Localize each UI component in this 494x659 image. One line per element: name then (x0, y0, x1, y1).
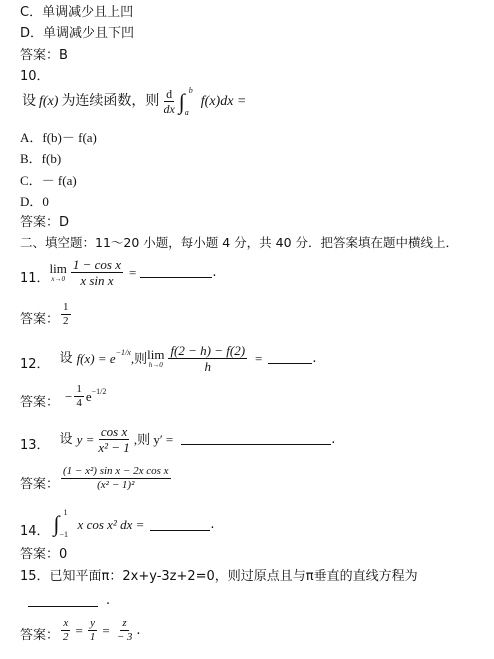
q11-limit (50, 262, 67, 283)
q9-answer: 答案：B (20, 48, 68, 63)
q12-answer-den: 4 (76, 397, 82, 409)
q13-answer-num: (1 − x²) sin x − 2x cos x (63, 465, 169, 477)
q14-number: 14． (20, 523, 50, 539)
q12-stem-mid: ,则 (130, 350, 148, 366)
q14-tail: . (210, 516, 215, 532)
q13-answer-label: 答案： (20, 477, 60, 492)
q10-integrand: f(x)dx = (200, 93, 247, 109)
q13-den: x² − 1 (98, 439, 130, 455)
q13-answer-fraction (61, 466, 171, 491)
q12-answer-sign: − (65, 389, 73, 404)
q12-answer-label: 答案： (20, 395, 60, 410)
q11-tail: . (212, 264, 217, 280)
q11-answer-fraction (61, 302, 71, 327)
q12-num: f(2 − h) − f(2) (170, 342, 246, 358)
q11-answer-den: 2 (63, 315, 69, 327)
q10-deriv-num: d (166, 87, 173, 101)
q12-stem (20, 343, 317, 373)
q13-fraction (96, 425, 131, 454)
q14-integrand: x cos x² dx = (77, 516, 145, 532)
section-heading: 二、填空题：11～20 小题，每小题 4 分，共 40 分．把答案填在题中横线上． (20, 235, 459, 250)
q10-stem-func: f(x) (39, 93, 59, 109)
q14-int-upper: 1 (63, 508, 68, 517)
q12-lim-sub: h→0 (148, 360, 163, 369)
q10-int-upper: b (188, 85, 193, 95)
q15-blank-line (28, 594, 110, 607)
q13-num: cos x (100, 423, 128, 439)
q12-answer-num: 1 (76, 383, 82, 395)
q11-fraction (71, 258, 123, 287)
q11-answer (20, 302, 73, 327)
q15-answer (20, 618, 141, 643)
q13-answer-blank (181, 443, 331, 445)
q12-eq: = (255, 350, 263, 366)
q10-stem (22, 85, 247, 117)
q12-answer-blank (268, 362, 312, 364)
q15-eq-2: = (102, 623, 110, 638)
q15-answer-label: 答案： (20, 628, 60, 643)
q11-number: 11． (20, 270, 50, 286)
q10-answer: 答案：D (20, 215, 70, 230)
q10-integral-sign: ∫ b a (178, 85, 193, 117)
q10-stem-mid: 为连续函数，则 (61, 93, 160, 109)
q12-stem-exp: −1/x (115, 348, 131, 357)
q13-number: 13． (20, 437, 50, 453)
q11-lim-sub: x→0 (51, 274, 66, 283)
q15-frac-z (115, 618, 135, 643)
q12-limit (147, 348, 164, 369)
q14-stem (20, 508, 215, 540)
q14-integral-sign: ∫ 1 −1 (53, 508, 69, 539)
q10-option-b: B．f(b) (20, 151, 62, 166)
q10-stem-prefix: 设 (22, 93, 36, 109)
q10-option-a: A．f(b)－ f(a) (20, 130, 97, 145)
q15-end: . (136, 623, 141, 638)
q11-answer-label: 答案： (20, 312, 60, 327)
q14-answer: 答案：0 (20, 547, 68, 562)
q11-eq: = (129, 264, 137, 280)
q12-stem-prefix: 设 (59, 350, 73, 366)
q10-int-lower: a (184, 107, 189, 117)
q15-stem (20, 570, 418, 583)
q12-answer (20, 384, 106, 409)
q15-number: 15． (20, 569, 50, 584)
q11-lim-text: lim (49, 260, 67, 276)
q10-deriv-den: dx (163, 102, 175, 116)
q9-option-c: C．单调减少且上凹 (20, 5, 134, 20)
q14-answer-blank (150, 529, 210, 531)
q15-frac-x (61, 618, 71, 643)
q15-f3-den: − 3 (116, 631, 133, 643)
q15-f2-den: 1 (89, 631, 96, 643)
q11-answer-num: 1 (63, 301, 69, 313)
q15-f2-num: y (90, 617, 96, 629)
q11-answer-blank (140, 276, 212, 278)
q12-answer-exp: −1/2 (91, 386, 107, 396)
q11-stem (20, 258, 217, 286)
q9-option-d: D．单调减少且下凹 (20, 26, 135, 41)
q12-stem-func: f(x) = e (76, 350, 116, 366)
q15-tail: . (106, 593, 111, 608)
q12-answer-fraction (74, 384, 84, 409)
q13-answer (20, 466, 173, 491)
q10-option-c: C．－ f(a) (20, 173, 77, 188)
q12-lim-text: lim (147, 346, 165, 362)
q13-answer-den: (x² − 1)² (97, 479, 135, 491)
q11-den: x sin x (80, 272, 114, 288)
q12-fraction (168, 344, 247, 373)
q15-answer-blank (28, 605, 98, 607)
q15-frac-y (88, 618, 98, 643)
q12-tail: . (312, 350, 317, 366)
q11-num: 1 − cos x (72, 256, 122, 272)
q10-number: 10． (20, 69, 50, 84)
q13-stem-mid: ,则 y′ = (133, 431, 174, 447)
q14-int-lower: −1 (59, 530, 69, 539)
q13-tail: . (331, 431, 336, 447)
q13-stem-y: y = (76, 431, 95, 447)
q13-stem-prefix: 设 (59, 431, 73, 447)
q12-number: 12． (20, 356, 50, 372)
q15-f3-num: z (122, 617, 127, 629)
q12-answer-e: e (85, 389, 92, 404)
q10-option-d: D．0 (20, 194, 49, 209)
q13-stem (20, 424, 335, 454)
q15-eq-1: = (75, 623, 83, 638)
q15-f1-num: x (63, 617, 69, 629)
q10-derivative (161, 88, 176, 115)
q15-stem-text: 已知平面π：2x+y-3z+2=0，则过原点且与π垂直的直线方程为 (49, 569, 418, 584)
q12-den: h (204, 358, 211, 374)
q15-f1-den: 2 (63, 631, 69, 643)
